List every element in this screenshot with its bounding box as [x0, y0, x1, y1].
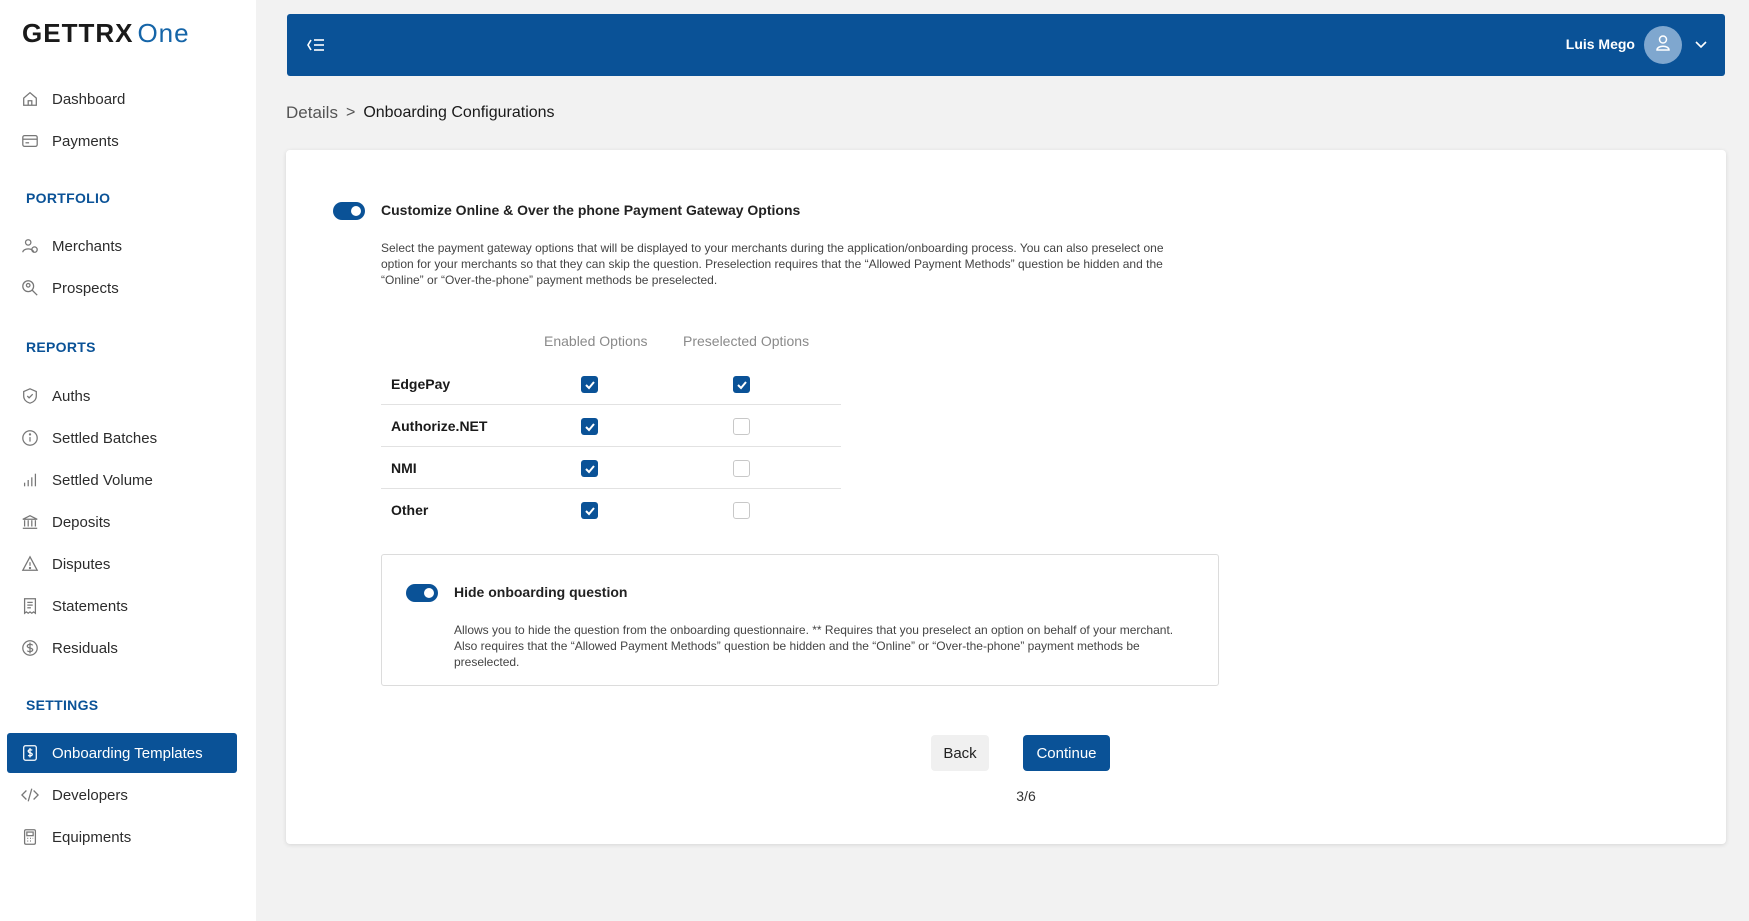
gateway-options-title: Customize Online & Over the phone Payment Gateway Options — [381, 202, 801, 218]
sidebar-item-label: Residuals — [52, 639, 118, 657]
sidebar-item-onboarding-templates[interactable] — [7, 733, 237, 773]
code-icon — [20, 785, 40, 805]
sidebar-item-developers[interactable] — [7, 775, 237, 815]
merchants-icon — [20, 236, 40, 256]
gateway-name: Other — [391, 502, 429, 518]
gateway-name: Authorize.NET — [391, 418, 488, 434]
column-enabled-options: Enabled Options — [544, 333, 648, 349]
section-portfolio: PORTFOLIO — [26, 190, 111, 206]
sidebar-item-label: Onboarding Templates — [52, 744, 203, 762]
bank-icon — [20, 512, 40, 532]
enabled-checkbox-other[interactable] — [581, 502, 598, 519]
user-name[interactable]: Luis Mego — [1565, 36, 1635, 52]
sidebar-item-label: Deposits — [52, 513, 111, 531]
dollar-doc-icon — [20, 743, 40, 763]
breadcrumb — [286, 103, 555, 123]
sidebar-item-merchants[interactable] — [7, 226, 237, 266]
sidebar-item-auths[interactable] — [7, 376, 237, 416]
breadcrumb-details[interactable]: Details — [286, 103, 338, 122]
sidebar-item-prospects[interactable] — [7, 268, 237, 308]
sidebar-item-label: Statements — [52, 597, 128, 615]
sidebar-item-payments[interactable] — [7, 121, 237, 161]
sidebar-item-equipments[interactable] — [7, 817, 237, 857]
breadcrumb-current: Onboarding Configurations — [363, 104, 555, 121]
card-icon — [20, 131, 40, 151]
sidebar — [0, 0, 256, 921]
gateway-name: EdgePay — [391, 376, 451, 392]
table-row-authorize-net — [381, 405, 841, 447]
dollar-circle-icon — [20, 638, 40, 658]
receipt-icon — [20, 596, 40, 616]
chevron-down-icon[interactable] — [1693, 36, 1709, 52]
sidebar-item-label: Dashboard — [52, 90, 126, 108]
sidebar-item-disputes[interactable] — [7, 544, 237, 584]
sidebar-item-label: Developers — [52, 786, 128, 804]
home-icon — [20, 89, 40, 109]
sidebar-item-label: Payments — [52, 132, 119, 150]
hide-question-toggle[interactable] — [406, 584, 438, 602]
sidebar-item-label: Settled Batches — [52, 429, 158, 447]
sidebar-item-label: Prospects — [52, 279, 119, 297]
back-button[interactable]: Back — [931, 735, 989, 771]
shield-check-icon — [20, 386, 40, 406]
warning-icon — [20, 554, 40, 574]
column-preselected-options: Preselected Options — [683, 333, 810, 349]
sidebar-item-label: Auths — [52, 387, 91, 405]
hide-question-description: Allows you to hide the question from the onboarding questionnaire. ** Requires that you preselect an option on behalf of your merchant. Also requires that the “Allowed Payment Methods” question be hidden and the “Online” or “Over-the-phone” payment methods be preselected. — [454, 623, 1174, 669]
sidebar-item-deposits[interactable] — [7, 502, 237, 542]
avatar[interactable] — [1644, 26, 1682, 64]
prospects-icon — [20, 278, 40, 298]
gateway-options-description: Select the payment gateway options that will be displayed to your merchants during the application/onboarding process. You can also preselect one option for your merchants so that they can skip the question. Preselection requires that the “Allowed Payment Methods” question be hidden and the “Online” or “Over-the-phone” payment methods be preselected. — [381, 241, 1164, 287]
table-row-nmi — [381, 447, 841, 489]
sidebar-item-residuals[interactable] — [7, 628, 237, 668]
table-row-other — [381, 489, 841, 531]
preselected-checkbox-nmi[interactable] — [733, 460, 750, 477]
info-icon — [20, 428, 40, 448]
sidebar-item-dashboard[interactable] — [7, 79, 237, 119]
enabled-checkbox-nmi[interactable] — [581, 460, 598, 477]
collapse-menu-icon[interactable] — [305, 34, 329, 56]
enabled-checkbox-edgepay[interactable] — [581, 376, 598, 393]
sidebar-item-label: Disputes — [52, 555, 111, 573]
user-icon — [1653, 33, 1673, 58]
hide-question-title: Hide onboarding question — [454, 584, 628, 600]
sidebar-item-label: Merchants — [52, 237, 123, 255]
sidebar-item-settled-volume[interactable] — [7, 460, 237, 500]
sidebar-item-settled-batches[interactable] — [7, 418, 237, 458]
enabled-checkbox-authorize-net[interactable] — [581, 418, 598, 435]
chevron-right-icon: > — [345, 104, 356, 121]
step-indicator: 3/6 — [1016, 788, 1036, 804]
top-bar — [287, 14, 1725, 76]
preselected-checkbox-other[interactable] — [733, 502, 750, 519]
sidebar-item-statements[interactable] — [7, 586, 237, 626]
preselected-checkbox-edgepay[interactable] — [733, 376, 750, 393]
table-row-edgepay — [381, 363, 841, 405]
section-reports: REPORTS — [26, 339, 96, 355]
gateway-options-toggle[interactable] — [333, 202, 365, 220]
preselected-checkbox-authorize-net[interactable] — [733, 418, 750, 435]
hide-question-box — [381, 554, 1219, 686]
section-settings: SETTINGS — [26, 697, 99, 713]
terminal-icon — [20, 827, 40, 847]
bar-chart-icon — [20, 470, 40, 490]
logo-brand: GETTRX — [22, 18, 134, 48]
onboarding-config-card — [286, 150, 1726, 844]
logo[interactable] — [22, 18, 190, 49]
logo-suffix: One — [137, 18, 190, 48]
sidebar-item-label: Settled Volume — [52, 471, 153, 489]
continue-button[interactable]: Continue — [1023, 735, 1110, 771]
sidebar-item-label: Equipments — [52, 828, 132, 846]
gateway-name: NMI — [391, 460, 417, 476]
